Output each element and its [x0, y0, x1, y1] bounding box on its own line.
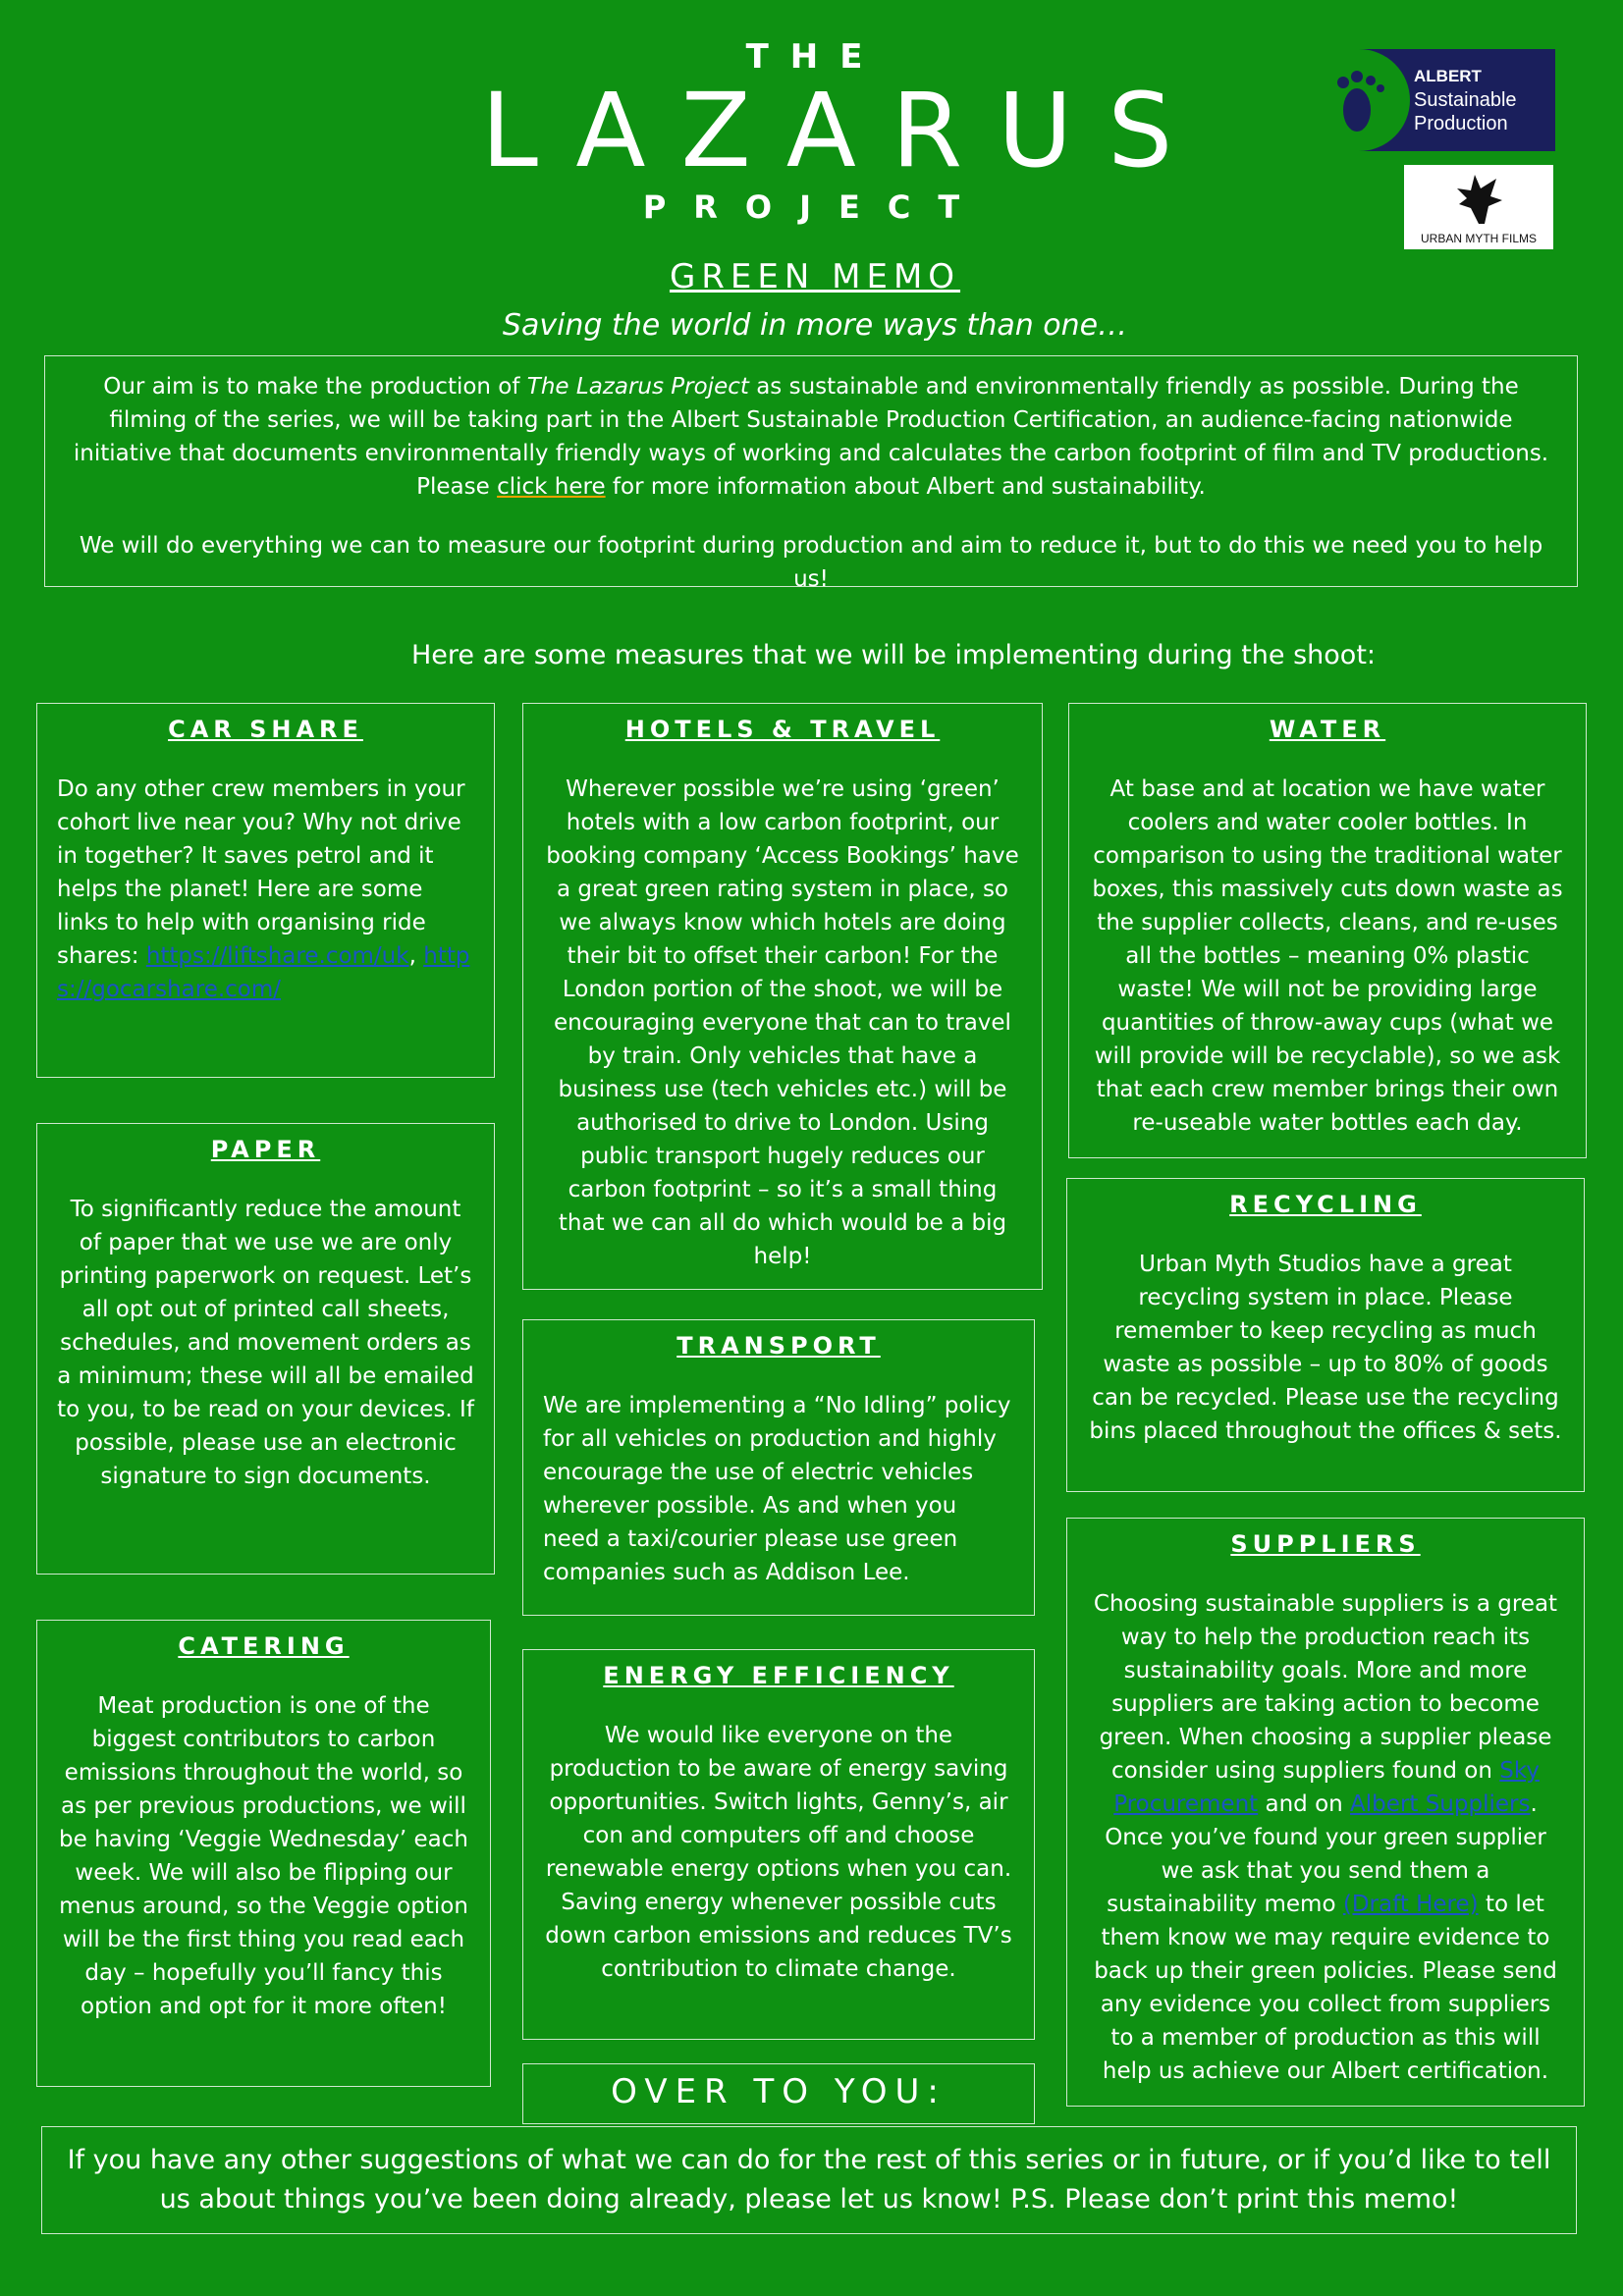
suppliers-text-d: to let them know we may require evidence to back up their green policies. Please send any evidence you collect from suppliers to a member of production as this will help us achieve our Albert certification.	[1094, 1892, 1557, 2084]
water-body: At base and at location we have water coolers and water cooler bottles. In comparison to using the traditional water boxes, this massively cuts down waste as the supplier collects, cleans, and re-uses all the bottles – meaning 0% plastic waste! We will not be providing large quantities of throw-away cups (what we will provide will be recyclable), so we ask that each crew member brings their own re-useable water bottles each day.	[1092, 776, 1563, 1136]
urban-myth-badge	[1404, 165, 1553, 249]
energy-box	[522, 1649, 1035, 2040]
logo-the: THE	[745, 37, 885, 77]
footprint-icon	[1314, 49, 1410, 151]
albert-sustainable: Sustainable	[1414, 89, 1517, 111]
memo-title: GREEN MEMO	[669, 257, 961, 296]
car-share-separator: ,	[408, 943, 424, 969]
albert-suppliers-link[interactable]: Albert Suppliers	[1350, 1791, 1531, 1817]
suppliers-title: SUPPLIERS	[1230, 1530, 1421, 1558]
suppliers-body	[1067, 1587, 1584, 2088]
footer-box	[41, 2126, 1577, 2234]
recycling-title: RECYCLING	[1229, 1191, 1422, 1218]
transport-body: We are implementing a “No Idling” policy for all vehicles on production and highly encourage the use of electric vehicles wherever possible. As and when you need a taxi/courier please use green companies such as Addison Lee.	[543, 1393, 1011, 1585]
transport-title: TRANSPORT	[676, 1332, 881, 1360]
albert-badge	[1314, 49, 1555, 151]
intro-paragraph	[67, 370, 1555, 504]
sky-procurement-link[interactable]: Sky Procurement	[1113, 1758, 1540, 1817]
hotels-body: Wherever possible we’re using ‘green’ hotels with a low carbon footprint, our booking company ‘Access Bookings’ have a great green rating system in place, so we always know which hotels are doing their bit to offset their carbon! For the London portion of the shoot, we will be encouraging everyone that can to travel by train. Only vehicles that have a business use (tech vehicles etc.) will be authorised to drive to London. Using public transport hugely reduces our carbon footprint – so it’s a small thing that we can all do which would be a big help!	[546, 776, 1019, 1269]
car-share-title: CAR SHARE	[168, 716, 363, 743]
intro-text-b: as sustainable and environmentally friendly as possible. During the filming of the series, we will be taking part in the Albert Sustainable Production Certification, an audience-facing nationwide initiative that documents environmentally friendly ways of working and calculates the carbon footprint of film and TV productions. Please	[73, 374, 1549, 500]
transport-box	[522, 1319, 1035, 1616]
albert-production: Production	[1414, 113, 1508, 134]
over-to-you-box	[522, 2063, 1035, 2124]
hotels-title: HOTELS & TRAVEL	[624, 716, 941, 743]
albert-label: ALBERT	[1414, 67, 1482, 85]
car-share-box	[36, 703, 495, 1078]
hotels-box	[522, 703, 1043, 1290]
draft-memo-link[interactable]: (Draft Here)	[1342, 1892, 1479, 1917]
intro-text-c: for more information about Albert and sustainability.	[605, 474, 1206, 500]
recycling-box	[1066, 1178, 1585, 1492]
footer-text: If you have any other suggestions of what we can do for the rest of this series or in future, or if you’d like to tell us about things you’ve been doing already, please let us know! P.S. Please don’t print this memo!	[67, 2145, 1551, 2215]
car-share-body	[37, 773, 494, 1006]
energy-body: We would like everyone on the production to be aware of energy saving opportunities. Switch lights, Genny’s, air con and computers off and choose renewable energy options when you can. Saving energy whenever possible cuts down carbon emissions and reduces TV’s contribution to climate change.	[545, 1723, 1012, 1982]
intro-box	[44, 355, 1578, 592]
recycling-body: Urban Myth Studios have a great recycling system in place. Please remember to keep recycling as much waste as possible – up to 80% of goods can be recycled. Please use the recycling bins placed throughout the offices & sets.	[1089, 1252, 1562, 1444]
urban-myth-text: URBAN MYTH FILMS	[1420, 232, 1537, 245]
logo-project: PROJECT	[642, 188, 988, 226]
suppliers-text-a: Choosing sustainable suppliers is a great way to help the production reach its sustainability goals. More and more suppliers are taking action to become green. When choosing a supplier please consider using suppliers found on	[1093, 1591, 1558, 1784]
intro-show-title: The Lazarus Project	[526, 374, 749, 400]
energy-title: ENERGY EFFICIENCY	[603, 1662, 954, 1689]
water-box	[1068, 703, 1587, 1158]
measures-heading: Here are some measures that we will be implementing during the shoot:	[410, 640, 1377, 670]
intro-paragraph-2: We will do everything we can to measure our footprint during production and aim to reduce it, but to do this we need you to help us!	[79, 533, 1543, 592]
catering-title: CATERING	[178, 1632, 350, 1660]
paper-title: PAPER	[210, 1136, 321, 1163]
water-title: WATER	[1269, 716, 1386, 743]
albert-info-link[interactable]: click here	[497, 474, 606, 500]
suppliers-box	[1066, 1518, 1585, 2107]
car-share-text: Do any other crew members in your cohort live near you? Why not drive in together? It saves petrol and it helps the planet! Here are some links to help with organising ride shares:	[57, 776, 465, 969]
suppliers-text-b: and on	[1258, 1791, 1351, 1817]
catering-body: Meat production is one of the biggest contributors to carbon emissions throughout the world, so as per previous productions, we will be having ‘Veggie Wednesday’ each week. We will also be flipping our menus around, so the Veggie option will be the first thing you read each day – hopefully you’ll fancy this option and opt for it more often!	[59, 1693, 468, 2019]
logo-lazarus: LAZARUS	[481, 71, 1209, 190]
over-to-you-title: OVER TO YOU:	[611, 2072, 947, 2111]
intro-text-a: Our aim is to make the production of	[103, 374, 527, 400]
paper-box	[36, 1123, 495, 1575]
liftshare-link[interactable]: https://liftshare.com/uk	[145, 943, 409, 969]
catering-box	[36, 1620, 491, 2087]
griffin-icon	[1453, 171, 1504, 230]
paper-body: To significantly reduce the amount of paper that we use we are only printing paperwork on request. Let’s all opt out of printed call sheets, schedules, and movement orders as a minimum; these will all be emailed to you, to be read on your devices. If possible, please use an electronic signature to sign documents.	[57, 1197, 474, 1489]
suppliers-text-c: . Once you’ve found your green supplier we ask that you send them a sustainability memo	[1105, 1791, 1546, 1917]
gocarshare-link[interactable]: https://gocarshare.com/	[57, 943, 470, 1002]
tagline: Saving the world in more ways than one…	[502, 308, 1128, 343]
